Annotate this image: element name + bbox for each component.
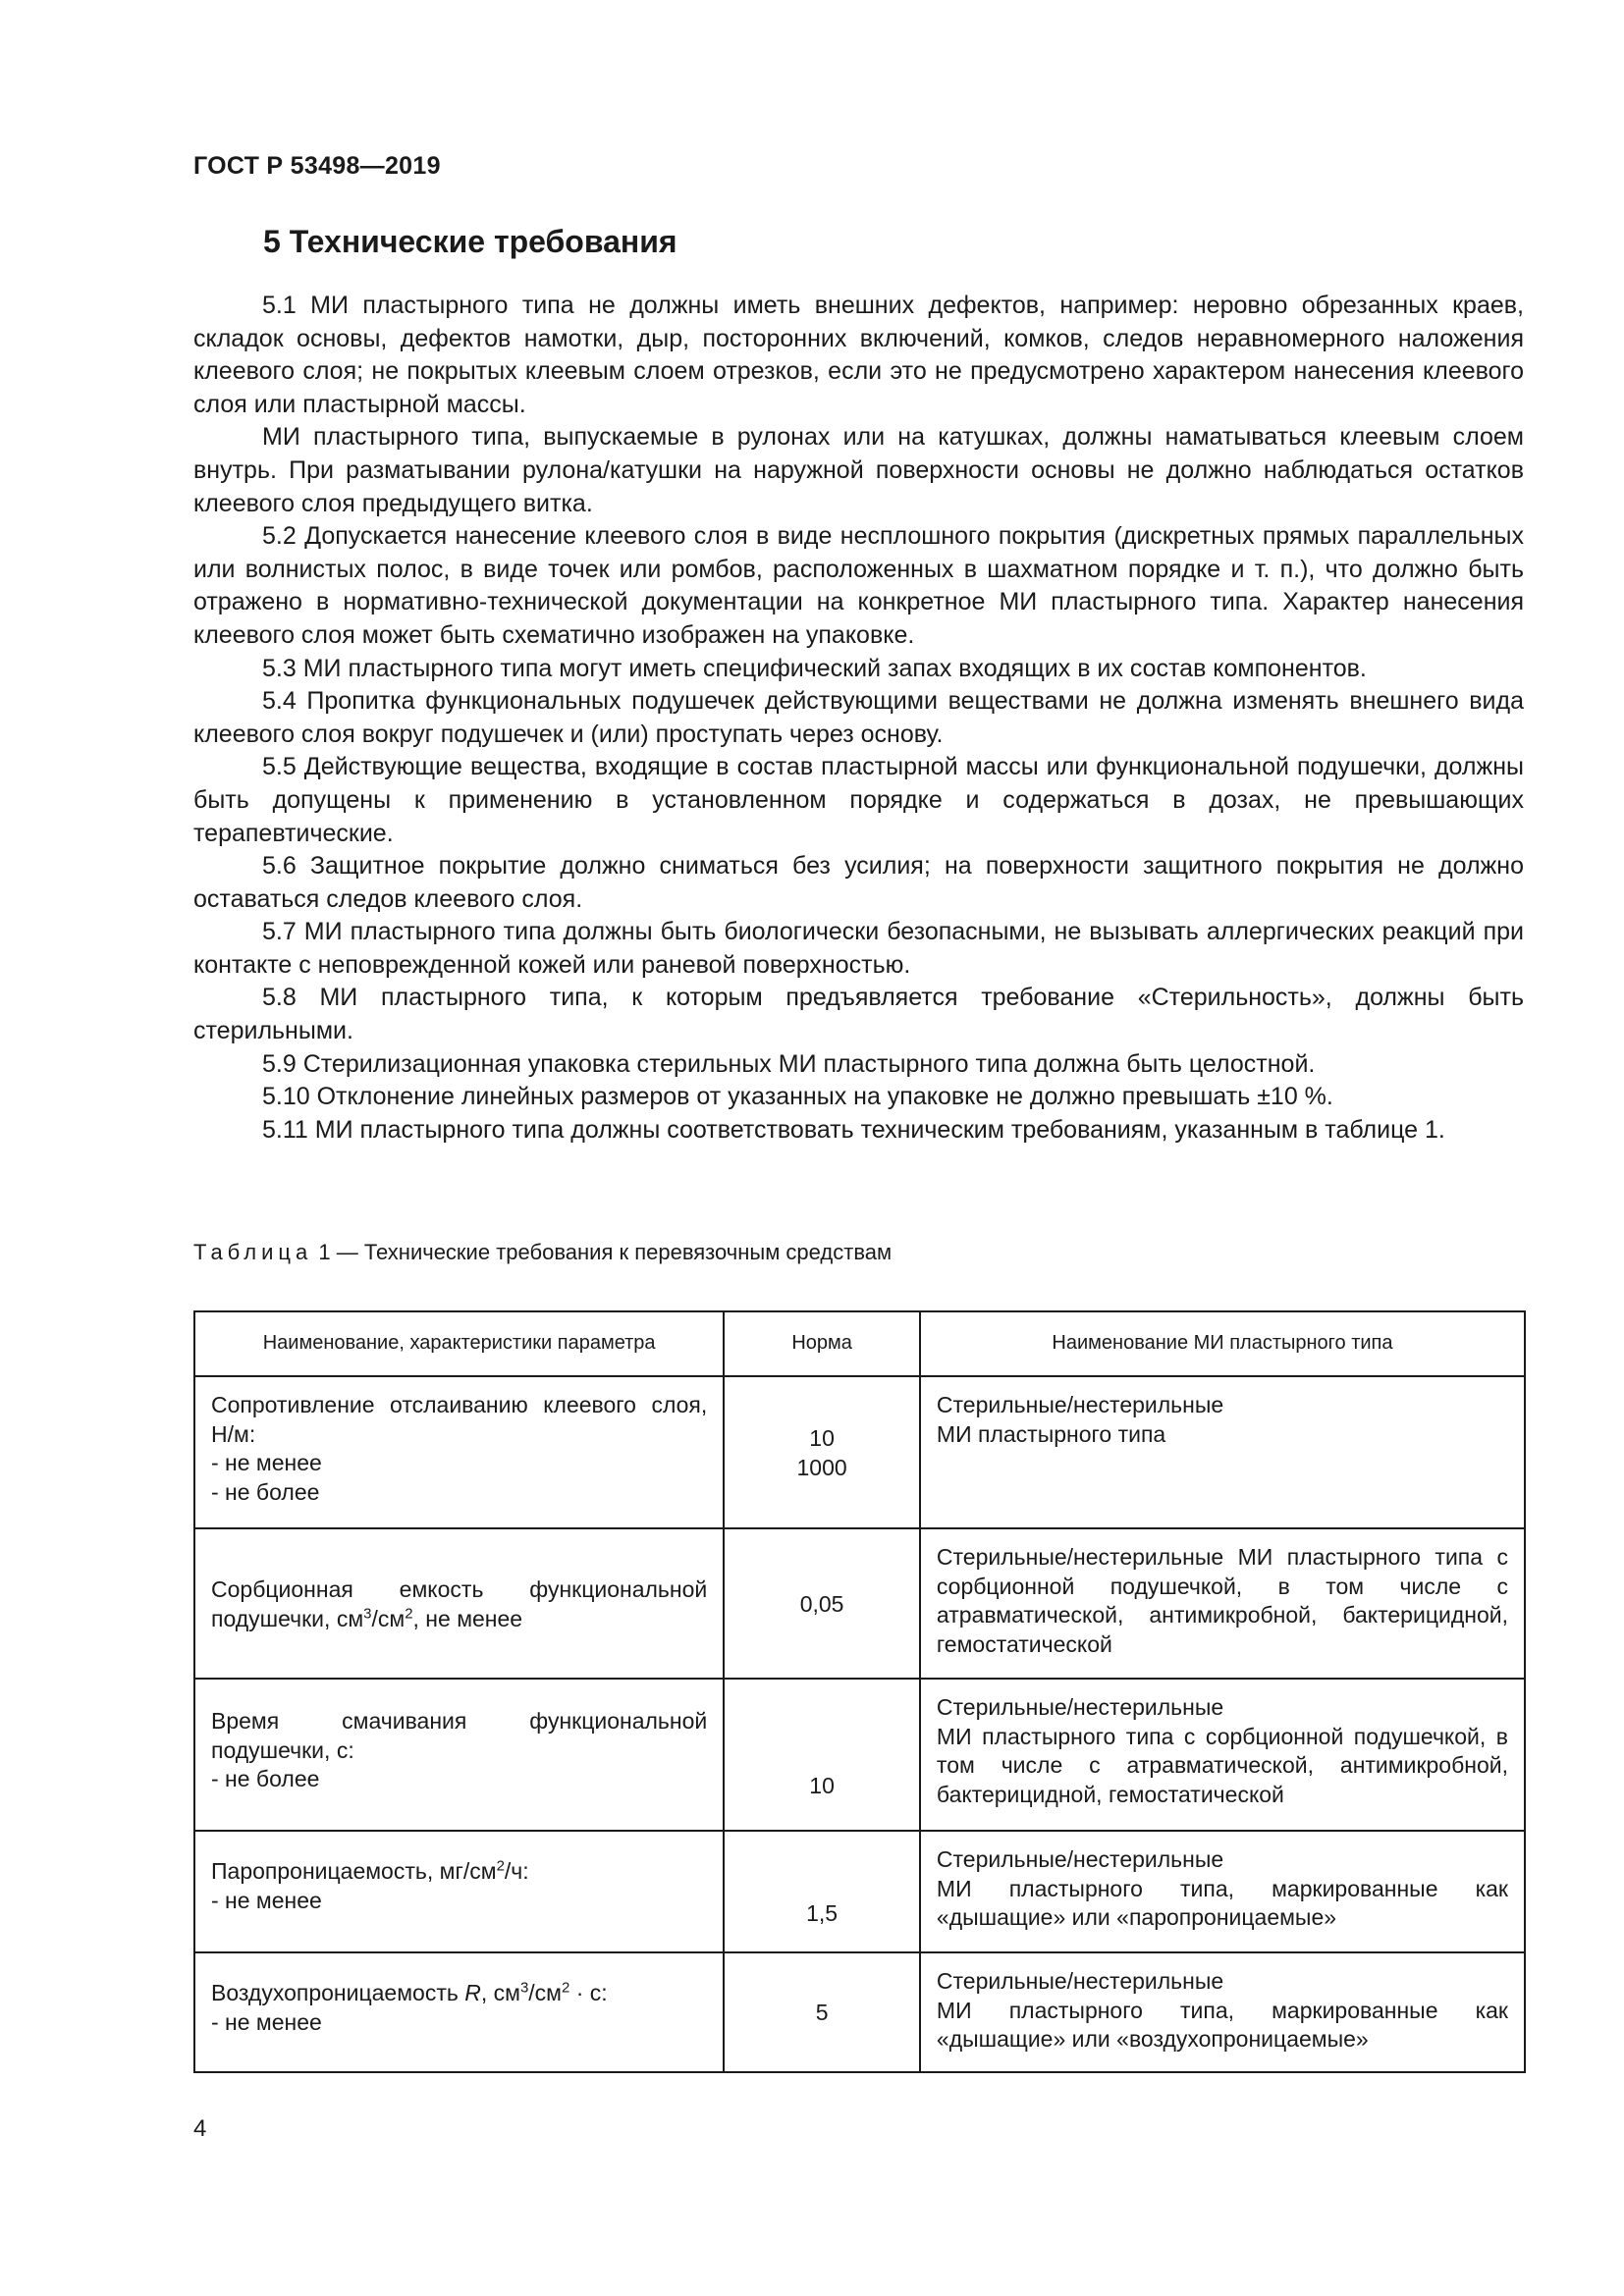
- paragraph-5-6: 5.6 Защитное покрытие должно сниматься без усилия; на поверхности защитного покрытия не должно оставаться следов клеевого слоя.: [193, 852, 1524, 913]
- applies-text: МИ пластырного типа с сорбционной подушечкой, в том числе с атравматической, антимикробной, бактерицидной, гемостатической: [936, 1723, 1508, 1807]
- param-item: - не более: [211, 1766, 320, 1791]
- param-label: Сорбционная емкость функциональной подушечки, $см^3/см^2$, не менее: [211, 1576, 708, 1631]
- norm-value: 5: [815, 2000, 829, 2026]
- paragraph-5-3: 5.3 МИ пластырного типа могут иметь специфический запах входящих в их состав компонентов.: [262, 654, 1367, 682]
- table-caption-text: 1 — Технические требования к перевязочным средствам: [312, 1240, 893, 1264]
- paragraph-5-4: 5.4 Пропитка функциональных подушечек действующими веществами не должна изменять внешнего вида клеевого слоя вокруг подушечек и (или) проступать через основу.: [193, 687, 1524, 748]
- param-label: Время смачивания функциональной подушечки, с:: [211, 1708, 708, 1763]
- applies-line: Стерильные/нестерильные: [936, 1968, 1224, 1994]
- applies-line: МИ пластырного типа: [936, 1420, 1166, 1447]
- paragraph-5-11: 5.11 МИ пластырного типа должны соответствовать техническим требованиям, указанным в таблице 1.: [262, 1115, 1445, 1144]
- paragraph-5-7: 5.7 МИ пластырного типа должны быть биологически безопасными, не вызывать аллергических реакций при контакте с неповрежденной кожей или раневой поверхностью.: [193, 918, 1524, 979]
- section-title: 5 Технические требования: [263, 224, 677, 259]
- param-item: - не менее: [211, 1887, 322, 1913]
- paragraph-5-1-rolls: МИ пластырного типа, выпускаемые в рулонах или на катушках, должны наматываться клеевым слоем внутрь. При разматывании рулона/катушки на наружной поверхности основы не должно наблюдаться остатков клеевого слоя предыдущего витка.: [193, 423, 1524, 517]
- page-number: 4: [193, 2115, 207, 2142]
- table-row: [194, 1376, 1525, 1528]
- param-item: - не более: [211, 1478, 320, 1505]
- norm-value: 1000: [796, 1454, 847, 1480]
- header-norm: Норма: [724, 1311, 920, 1376]
- table-row: [194, 1952, 1525, 2072]
- document-id: ГОСТ Р 53498—2019: [193, 152, 441, 180]
- param-label: Паропроницаемость, $мг/см^2/ч$:: [211, 1857, 529, 1884]
- applies-text: МИ пластырного типа, маркированные как «дышащие» или «воздухопроницаемые»: [936, 1997, 1508, 2052]
- applies-cell: [920, 1679, 1525, 1831]
- param-cell: [194, 1679, 724, 1831]
- applies-cell: [920, 1831, 1525, 1952]
- norm-cell: [724, 1376, 920, 1528]
- param-cell: [194, 1376, 724, 1528]
- table-row: [194, 1831, 1525, 1952]
- header-parameter: Наименование, характеристики параметра: [194, 1311, 724, 1376]
- table-caption-word: Таблица: [193, 1240, 313, 1264]
- paragraph-5-10: 5.10 Отклонение линейных размеров от указанных на упаковке не должно превышать ±10 %.: [262, 1083, 1333, 1111]
- applies-cell: [920, 1376, 1525, 1528]
- paragraph-5-1: 5.1 МИ пластырного типа не должны иметь внешних дефектов, например: неровно обрезанных краев, складок основы, дефектов намотки, дыр, посторонних включений, комков, следов неравномерного наложения клеевого слоя; не покрытых клеевым слоем отрезков, если это не предусмотрено характером нанесения клеевого слоя или пластырной массы.: [193, 292, 1524, 418]
- table-row: [194, 1528, 1525, 1679]
- paragraph-5-2: 5.2 Допускается нанесение клеевого слоя в виде несплошного покрытия (дискретных прямых параллельных или волнистых полос, в виде точек или ромбов, расположенных в шахматном порядке и т. п.), что должно быть отражено в нормативно-технической документации на конкретное МИ пластырного типа. Характер нанесения клеевого слоя может быть схематично изображен на упаковке.: [193, 522, 1524, 649]
- norm-cell: [724, 1679, 920, 1831]
- param-item: - не менее: [211, 1450, 322, 1475]
- applies-cell: [920, 1952, 1525, 2072]
- param-cell: [194, 1528, 724, 1679]
- requirements-table: [193, 1310, 1526, 2073]
- norm-value: 1,5: [806, 1899, 839, 1926]
- paragraph-5-8: 5.8 МИ пластырного типа, к которым предъявляется требование «Стерильность», должны быть стерильными.: [193, 984, 1524, 1045]
- norm-cell: [724, 1831, 920, 1952]
- table-header-row: [194, 1311, 1525, 1376]
- param-item: - не менее: [211, 2008, 322, 2035]
- applies-line: Стерильные/нестерильные: [936, 1392, 1224, 1417]
- applies-text: Стерильные/нестерильные МИ пластырного типа с сорбционной подушечкой, в том числе с атравматической, антимикробной, бактерицидной, гемостатической: [936, 1544, 1508, 1657]
- norm-value: 0,05: [799, 1590, 844, 1617]
- applies-line: Стерильные/нестерильные: [936, 1846, 1224, 1872]
- param-label: Сопротивление отслаиванию клеевого слоя, Н/м:: [211, 1392, 708, 1447]
- norm-cell: [724, 1528, 920, 1679]
- param-cell: [194, 1831, 724, 1952]
- section-body: [193, 290, 1524, 1147]
- header-device-name: Наименование МИ пластырного типа: [920, 1311, 1525, 1376]
- applies-text: МИ пластырного типа, маркированные как «дышащие» или «паропроницаемые»: [936, 1875, 1508, 1930]
- table-row: [194, 1679, 1525, 1831]
- paragraph-5-5: 5.5 Действующие вещества, входящие в состав пластырной массы или функциональной подушечки, должны быть допущены к применению в установленном порядке и содержаться в дозах, не превышающих терапевтические.: [193, 753, 1524, 847]
- applies-line: Стерильные/нестерильные: [936, 1694, 1224, 1720]
- table-caption: [193, 1240, 892, 1265]
- paragraph-5-9: 5.9 Стерилизационная упаковка стерильных МИ пластырного типа должна быть целостной.: [262, 1049, 1316, 1078]
- norm-value: 10: [809, 1425, 835, 1451]
- applies-cell: [920, 1528, 1525, 1679]
- norm-cell: [724, 1952, 920, 2072]
- norm-value: 10: [809, 1772, 835, 1798]
- param-cell: [194, 1952, 724, 2072]
- param-label: Воздухопроницаемость R, $см^3/см^2 \cdot с$:: [211, 1979, 608, 2005]
